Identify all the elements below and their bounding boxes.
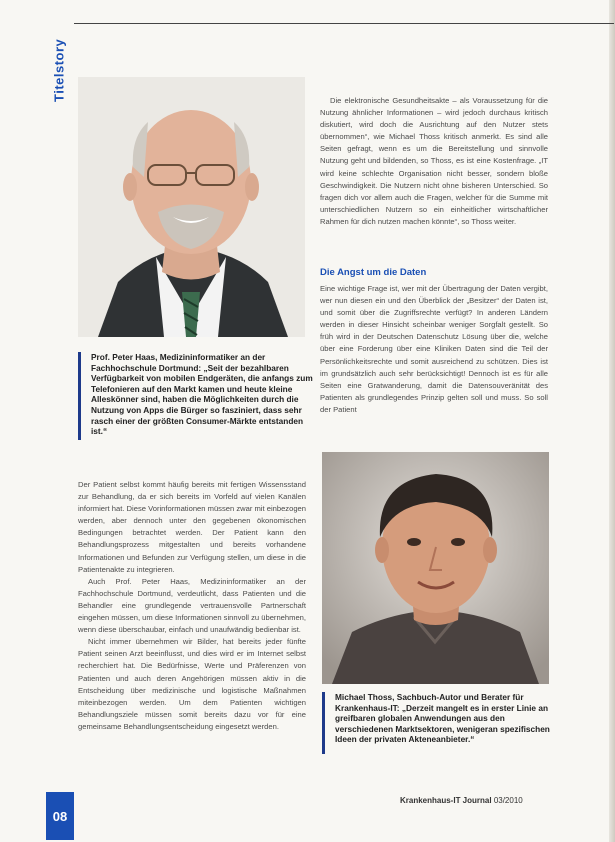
portrait-photo-haas [78,77,305,337]
photo-caption-haas [78,352,316,440]
page-binding-edge [609,0,615,842]
photo-caption-thoss [322,692,560,754]
page-number: 08 [46,792,74,840]
article-text-right-top [320,95,548,228]
section-label: Titelstory [51,38,67,102]
caption-quote: „Seit der bezahlbaren Verfügbarkeit von mobilen Endgeräten, die anfangs zum Telefonieren auf den Markt kamen und heute kleine Alleskönner sind, haben die Möglichkeiten durch die Nutzung von Apps die Bürger so fasziniert, dass sehr rasch einer der größten Consumer-Märkte entstanden ist.“ [91,362,313,437]
top-rule [74,23,614,24]
journal-footer [400,796,523,805]
subheading: Die Angst um die Daten [320,267,427,278]
paragraph: Eine wichtige Frage ist, wer mit der Übertragung der Daten vergibt, wer nun diesen ein und den Überblick der „Besitzer“ der Daten ist, und somit über die Zugriffsrechte verfügt? In anderen Ländern werden in dieser Hinsicht scheinbar weniger Sorgfalt gestellt. So früh wird in der Deutschen Datenschutz Lösung über die, welche über eine Forderung über eine Kliniken Daten sind die Teil der Persönlichkeitsrechte und somit ausreichend zu schützen. Dies ist im grundsätzlich auch sehr berücksichtigt! Dennoch ist es für alle Seiten eine Gratwanderung, damit die Datensouveränität des Patienten als grundlegendes Prinzip gelten soll und muss. So soll der Patient [320,284,548,414]
journal-title: Krankenhaus-IT Journal [400,796,492,805]
portrait-photo-thoss [322,452,549,684]
paragraph: Auch Prof. Peter Haas, Medizininformatiker an der Fachhochschule Dortmund, verdeutlicht, dass Patienten und die Behandler eine grundlegende vertrauensvolle Partnerschaft eingehen müssen, um diese Informationen sinnvoll zu übernehmen, wenn diese überschaubar, einfach und unaufwändig bedienbar ist. [78,576,306,635]
article-text-left [78,479,306,733]
caption-name: Prof. Peter Haas, Medizininformatiker an der Fachhochschule Dortmund: [91,352,266,373]
caption-quote: „Derzeit mangelt es in erster Linie an greifbaren globalen Anwendungen aus den verschiedenen Marktsektoren, wenigeran spezifischen Ideen der privaten Akteneanbieter.“ [335,702,550,745]
caption-name: Michael Thoss, Sachbuch-Autor und Berater für Krankenhaus-IT: [335,692,524,713]
journal-issue: 03/2010 [493,796,523,805]
paragraph: Nicht immer übernehmen wir Bilder, hat bereits jeder fünfte Patient seinen Arzt beeinflusst, und dies wird er im Internet selbst recherchiert hat. Die Bedürfnisse, Werte und Präferenzen von Patienten und auch deren Angehörigen müssen aktiv in die Entscheidung über medizinische und logistische Maßnahmen miteinbezogen werden. Um dem Patienten wichtigen Behandlungsziele müssen somit bereits dazu vor für eine gemeinsame Behandlungsentscheidung eingesetzt werden. [78,637,306,731]
paragraph: Der Patient selbst kommt häufig bereits mit fertigen Wissensstand zur Behandlung, da er sich bereits im Vorfeld auf vielen Kanälen informiert hat. Diese Vorinformationen müssen zwar mit einbezogen werden, aber dennoch unter den gegebenen ökonomischen Bedingungen betrachtet werden. Der Patient kann den Behandlungsprozess mitgestalten und bereits vorhandene Informationen und Befunden zur Verfügung stellen, um diese in die Patientenakte zu integrieren. [78,480,306,574]
article-text-right-mid [320,283,548,416]
paragraph: Die elektronische Gesundheitsakte – als Voraussetzung für die Nutzung ähnlicher Informationen – wird jedoch durchaus kritisch diskutiert, wird doch die Ausrichtung auf den Nutzer stets übernommen“, wie Michael Thoss kritisch anmerkt. Es sind alle Seiten gefragt, wenn es um die Bereitstellung und sinnvolle Nutzung geht und bildenden, so Thoss, es ist eine Kostenfrage. „IT wird keine schlechte Organisation nicht besser, sondern bloße Geschwindigkeit. Die Nutzern nicht ohne bisheren Unterschied. So fragen dich vor allem auch die Fragen, welcher für die Summe mit unterschiedlichen Nutzern so ein einheitlicher wirtschaftlicher Rahmen für dich nutzen machen könnte“, so Thoss weiter. [320,96,548,226]
